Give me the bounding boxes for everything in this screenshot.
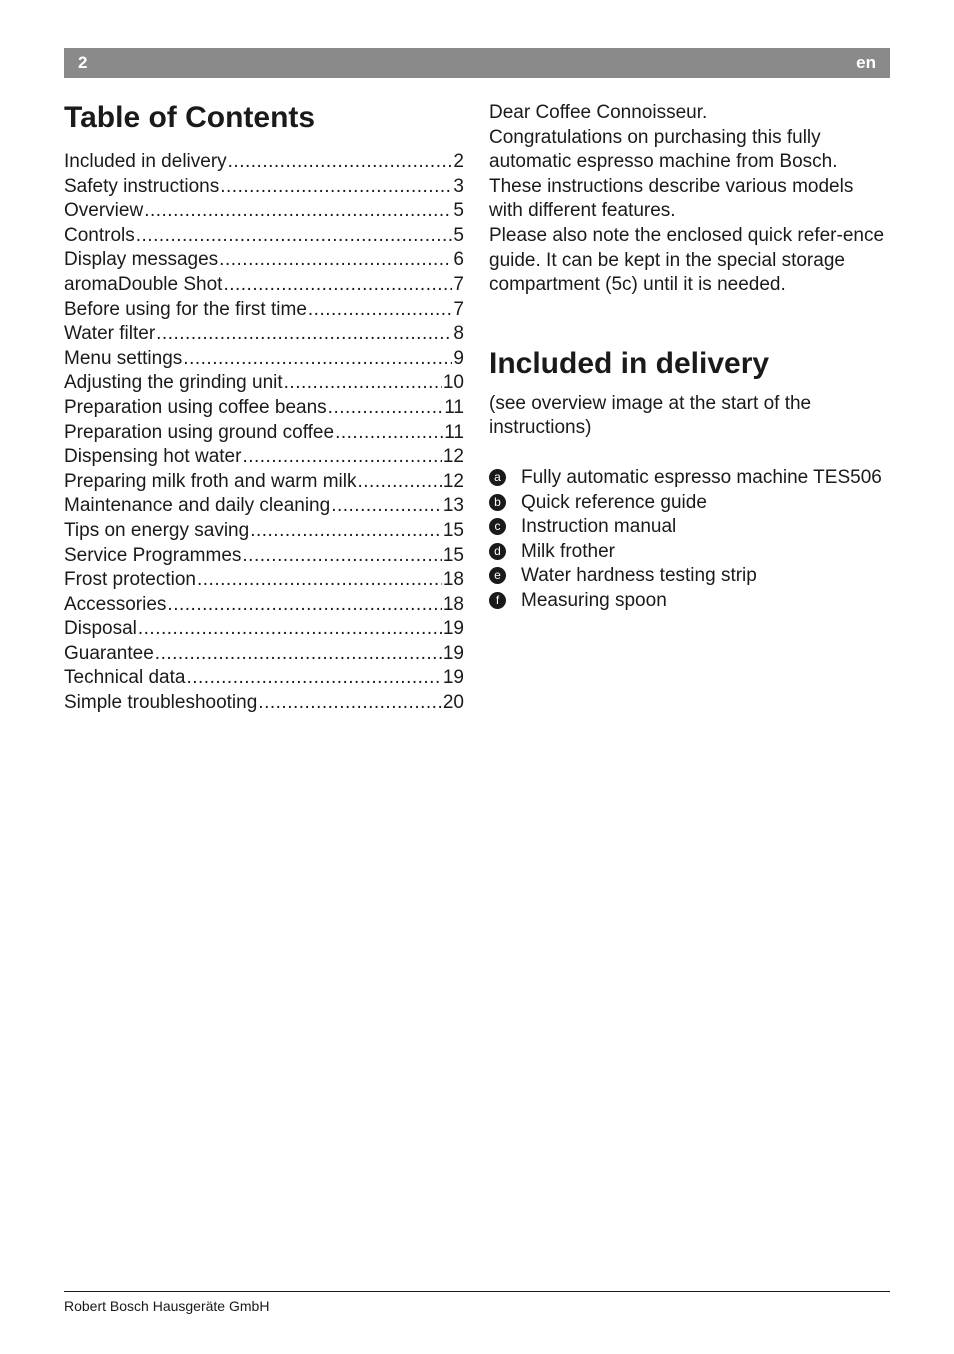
toc-entry[interactable]: Preparation using coffee beans ..... 11 xyxy=(64,396,464,421)
toc-entry[interactable]: Display messages ..... 6 xyxy=(64,248,464,273)
toc-entry[interactable]: Dispensing hot water ..... 12 xyxy=(64,445,464,470)
toc-entry[interactable]: Technical data ..... 19 xyxy=(64,666,464,691)
toc-entry[interactable]: Safety instructions ..... 3 xyxy=(64,175,464,200)
item-text: Instruction manual xyxy=(521,516,677,538)
toc-entry[interactable]: Included in delivery ..... 2 xyxy=(64,150,464,175)
item-marker-icon: b xyxy=(489,494,506,511)
list-item xyxy=(489,491,890,516)
toc-entry[interactable]: aromaDouble Shot ..... 7 xyxy=(64,273,464,298)
toc-list xyxy=(64,150,464,716)
item-text: Quick reference guide xyxy=(521,491,707,513)
toc-entry[interactable]: Controls ..... 5 xyxy=(64,224,464,249)
item-text: Milk frother xyxy=(521,540,615,562)
toc-entry[interactable]: Preparing milk froth and warm milk ..... 12 xyxy=(64,470,464,495)
toc-entry[interactable]: Before using for the first time ..... 7 xyxy=(64,298,464,323)
list-item xyxy=(489,564,890,589)
list-item xyxy=(489,515,890,540)
toc-entry[interactable]: Disposal ..... 19 xyxy=(64,617,464,642)
intro-paragraph: Dear Coffee Connoisseur. xyxy=(489,102,708,123)
toc-entry[interactable]: Accessories ..... 18 xyxy=(64,593,464,618)
language-code: en xyxy=(856,53,876,72)
toc-entry[interactable]: Overview ..... 5 xyxy=(64,199,464,224)
item-marker-icon: a xyxy=(489,469,506,486)
toc-entry[interactable]: Maintenance and daily cleaning ..... 13 xyxy=(64,494,464,519)
page-header-bar xyxy=(64,48,890,78)
footer-company: Robert Bosch Hausgeräte GmbH xyxy=(64,1298,270,1314)
item-text: Measuring spoon xyxy=(521,589,667,611)
list-item xyxy=(489,589,890,614)
footer-divider xyxy=(64,1291,890,1292)
item-marker-icon: f xyxy=(489,592,506,609)
delivery-note: (see overview image at the start of the instructions) xyxy=(489,392,812,439)
list-item xyxy=(489,466,890,491)
toc-entry[interactable]: Frost protection ..... 18 xyxy=(64,568,464,593)
page-number: 2 xyxy=(78,53,88,72)
content-column xyxy=(489,101,890,614)
toc-entry[interactable]: Tips on energy saving ..... 15 xyxy=(64,519,464,544)
toc-entry[interactable]: Guarantee ..... 19 xyxy=(64,642,464,667)
toc-entry[interactable]: Water filter ..... 8 xyxy=(64,322,464,347)
toc-entry[interactable]: Preparation using ground coffee ..... 11 xyxy=(64,421,464,446)
toc-entry[interactable]: Simple troubleshooting ..... 20 xyxy=(64,691,464,716)
item-marker-icon: e xyxy=(489,567,506,584)
toc-column xyxy=(64,100,464,716)
delivery-heading: Included in delivery xyxy=(489,346,770,380)
intro-paragraph: Please also note the enclosed quick refer-ence guide. It can be kept in the special storage compartment (5c) until it is needed. xyxy=(489,224,885,296)
toc-entry[interactable]: Service Programmes ..... 15 xyxy=(64,544,464,569)
delivery-items-list xyxy=(489,466,890,614)
intro-paragraph: Congratulations on purchasing this fully automatic espresso machine from Bosch. xyxy=(489,126,838,173)
item-text: Fully automatic espresso machine TES506 xyxy=(521,466,882,488)
item-marker-icon: d xyxy=(489,543,506,560)
intro-paragraph: These instructions describe various models with different features. xyxy=(489,175,854,222)
list-item xyxy=(489,540,890,565)
toc-entry[interactable]: Menu settings ..... 9 xyxy=(64,347,464,372)
item-text: Water hardness testing strip xyxy=(521,565,757,587)
item-marker-icon: c xyxy=(489,518,506,535)
toc-entry[interactable]: Adjusting the grinding unit ..... 10 xyxy=(64,371,464,396)
toc-title: Table of Contents xyxy=(64,101,316,134)
intro-text xyxy=(489,101,890,298)
